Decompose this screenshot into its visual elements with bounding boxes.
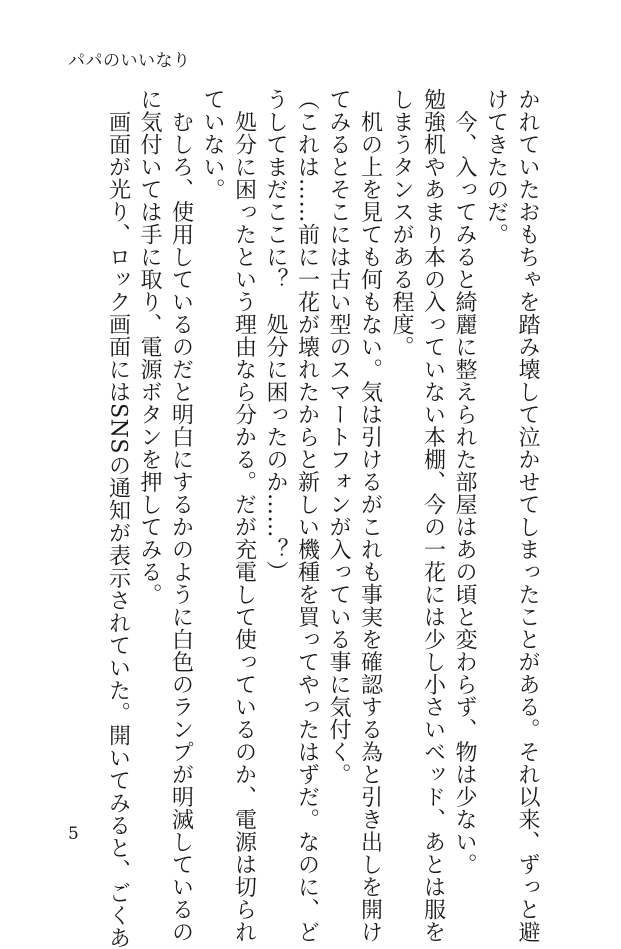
text-line: （これは……前に一花が壊れたからと新しい機種を買ってやったはずだ。なのに、ど bbox=[294, 88, 320, 943]
text-line: ていない。 bbox=[200, 88, 225, 201]
text-line: 机の上を見ても何もない。気は引けるがこれも事実を確認する為と引き出しを開け bbox=[357, 88, 383, 943]
text-line: に気付いては手に取り、電源ボタンを押してみる。 bbox=[137, 88, 162, 606]
running-title: パパのいいなり bbox=[68, 51, 191, 71]
text-line: けてきたのだ。 bbox=[483, 88, 509, 246]
text-line: むしろ、使用しているのだと明白にするかのように白色のランプが明滅しているの bbox=[168, 88, 194, 943]
text-line: 画面が光り、ロック画面にはSNSの通知が表示されていた。開いてみると、ごくあ bbox=[105, 88, 131, 949]
text-line: しまうタンスがある程度。 bbox=[389, 88, 414, 358]
text-line: てみるとそこには古い型のスマートフォンが入っている事に気付く。 bbox=[326, 88, 351, 786]
text-line: 処分に困ったという理由なら分かる。だが充電して使っているのか、電源は切られ bbox=[231, 88, 257, 943]
page-number: 5 bbox=[68, 824, 79, 844]
text-line: うしてまだここに？ 処分に困ったのか……？） bbox=[263, 88, 288, 583]
body-text bbox=[102, 88, 543, 949]
text-line: 今、入ってみると綺麗に整えられた部屋はあの頃と変わらず、物は少ない。 bbox=[452, 88, 477, 876]
text-line: 勉強机やあまり本の入っていない本棚、今の一花には少し小さいベッド、あとは服を bbox=[420, 88, 446, 943]
text-line: かれていたおもちゃを踏み壊して泣かせてしまったことがある。それ以来、ずっと避 bbox=[515, 88, 540, 943]
